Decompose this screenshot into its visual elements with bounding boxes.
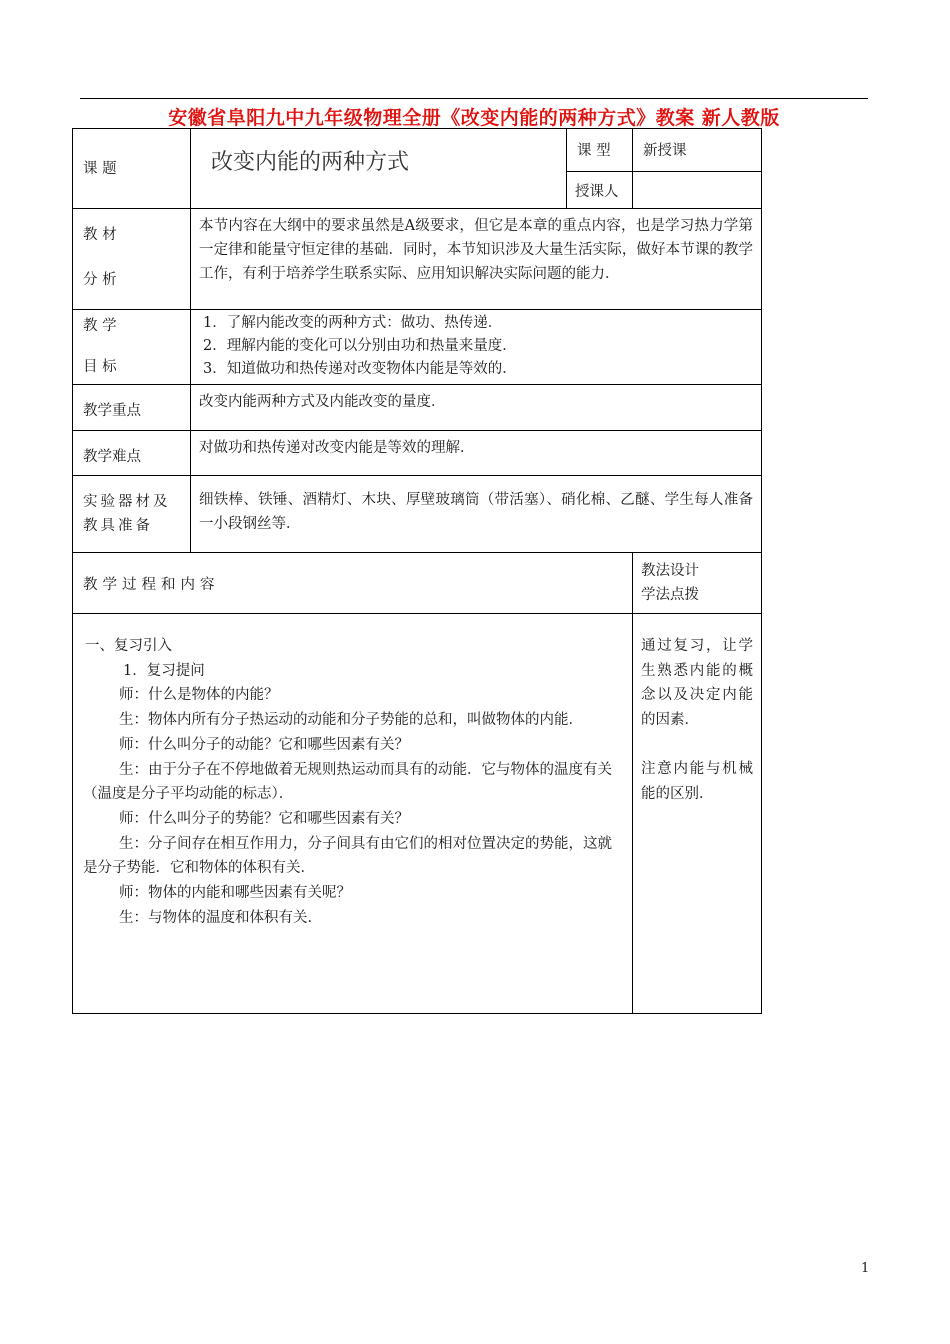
method-header-1: 教法设计 xyxy=(641,563,699,579)
document-title: 安徽省阜阳九中九年级物理全册《改变内能的两种方式》教案 新人教版 xyxy=(168,107,780,129)
key-text: 改变内能两种方式及内能改变的量度． xyxy=(199,394,446,410)
type-label: 课 型 xyxy=(577,143,611,159)
type-value-cell xyxy=(633,129,762,172)
process-header-cell xyxy=(73,553,633,614)
teacher-label-cell xyxy=(567,172,633,209)
method-header-cell xyxy=(633,553,762,614)
difficult-label-cell xyxy=(73,431,191,476)
goals-label-1: 教 学 xyxy=(83,318,117,334)
topic-label-cell xyxy=(73,129,191,209)
goal-item: 1．了解内能改变的两种方式：做功、热传递． xyxy=(203,315,503,331)
lesson-plan-table xyxy=(72,128,762,1014)
equipment-text-cell xyxy=(191,476,762,553)
process-line: 师：什么是物体的内能？ xyxy=(119,687,279,704)
type-value: 新授课 xyxy=(643,143,687,159)
process-line: 师：什么叫分子的动能？它和哪些因素有关？ xyxy=(119,736,409,753)
method-note: 注意内能与机械能的区别． xyxy=(641,760,753,802)
page-number: 1 xyxy=(861,1261,870,1276)
equipment-label-cell xyxy=(73,476,191,553)
key-label: 教学重点 xyxy=(83,403,141,419)
material-label-cell xyxy=(73,209,191,310)
process-line: 生：分子间存在相互作用力，分子间具有由它们的相对位置决定的势能，这就是分子势能．它和物体的体积有关． xyxy=(83,835,612,877)
goals-cell xyxy=(191,310,762,385)
process-content-cell xyxy=(73,614,633,1014)
topic-label: 课 题 xyxy=(83,161,117,177)
key-text-cell xyxy=(191,385,762,431)
type-label-cell xyxy=(567,129,633,172)
topic-value-cell xyxy=(191,129,567,209)
method-note: 通过复习，让学生熟悉内能的概念以及决定内能的因素． xyxy=(641,638,753,729)
material-label-1: 教 材 xyxy=(83,227,117,243)
goal-item: 2．理解内能的变化可以分别由功和热量来量度． xyxy=(203,338,517,354)
equipment-label: 实验器材及教具准备 xyxy=(83,494,171,534)
teacher-label: 授课人 xyxy=(575,184,619,200)
process-line: 生：与物体的温度和体积有关． xyxy=(119,909,322,926)
topic-value: 改变内能的两种方式 xyxy=(211,150,410,175)
process-line: 生：物体内所有分子热运动的动能和分子势能的总和，叫做物体的内能． xyxy=(119,712,583,729)
process-line: 生：由于分子在不停地做着无规则热运动而具有的动能．它与物体的温度有关（温度是分子平均动能的标志）． xyxy=(83,761,612,803)
difficult-text: 对做功和热传递对改变内能是等效的理解． xyxy=(199,440,475,456)
teacher-value xyxy=(633,172,761,180)
process-section: 一、复习引入 xyxy=(85,638,172,654)
header-rule xyxy=(80,98,868,99)
process-subheading: 1．复习提问 xyxy=(123,662,205,679)
key-label-cell xyxy=(73,385,191,431)
difficult-label: 教学难点 xyxy=(83,449,141,465)
process-line: 师：物体的内能和哪些因素有关呢？ xyxy=(119,885,351,902)
difficult-text-cell xyxy=(191,431,762,476)
process-header: 教学过程和内容 xyxy=(83,577,220,593)
goals-label-cell xyxy=(73,310,191,385)
goals-label-2: 目 标 xyxy=(83,359,117,375)
equipment-text: 细铁棒、铁锤、酒精灯、木块、厚壁玻璃筒（带活塞）、硝化棉、乙醚、学生每人准备一小段钢丝等． xyxy=(199,492,753,532)
material-label-2: 分 析 xyxy=(83,272,117,288)
teacher-value-cell xyxy=(633,172,762,209)
goal-item: 3．知道做功和热传递对改变物体内能是等效的． xyxy=(203,361,517,377)
material-text: 本节内容在大纲中的要求虽然是A级要求，但它是本章的重点内容，也是学习热力学第一定律和能量守恒定律的基础．同时，本节知识涉及大量生活实际，做好本节课的教学工作，有利于培养学生联系实际、应用知识解决实际问题的能力． xyxy=(199,218,753,282)
process-line: 师：什么叫分子的势能？它和哪些因素有关？ xyxy=(119,810,409,827)
material-text-cell xyxy=(191,209,762,310)
method-notes-cell xyxy=(633,614,762,1014)
method-header-2: 学法点拨 xyxy=(641,587,699,603)
